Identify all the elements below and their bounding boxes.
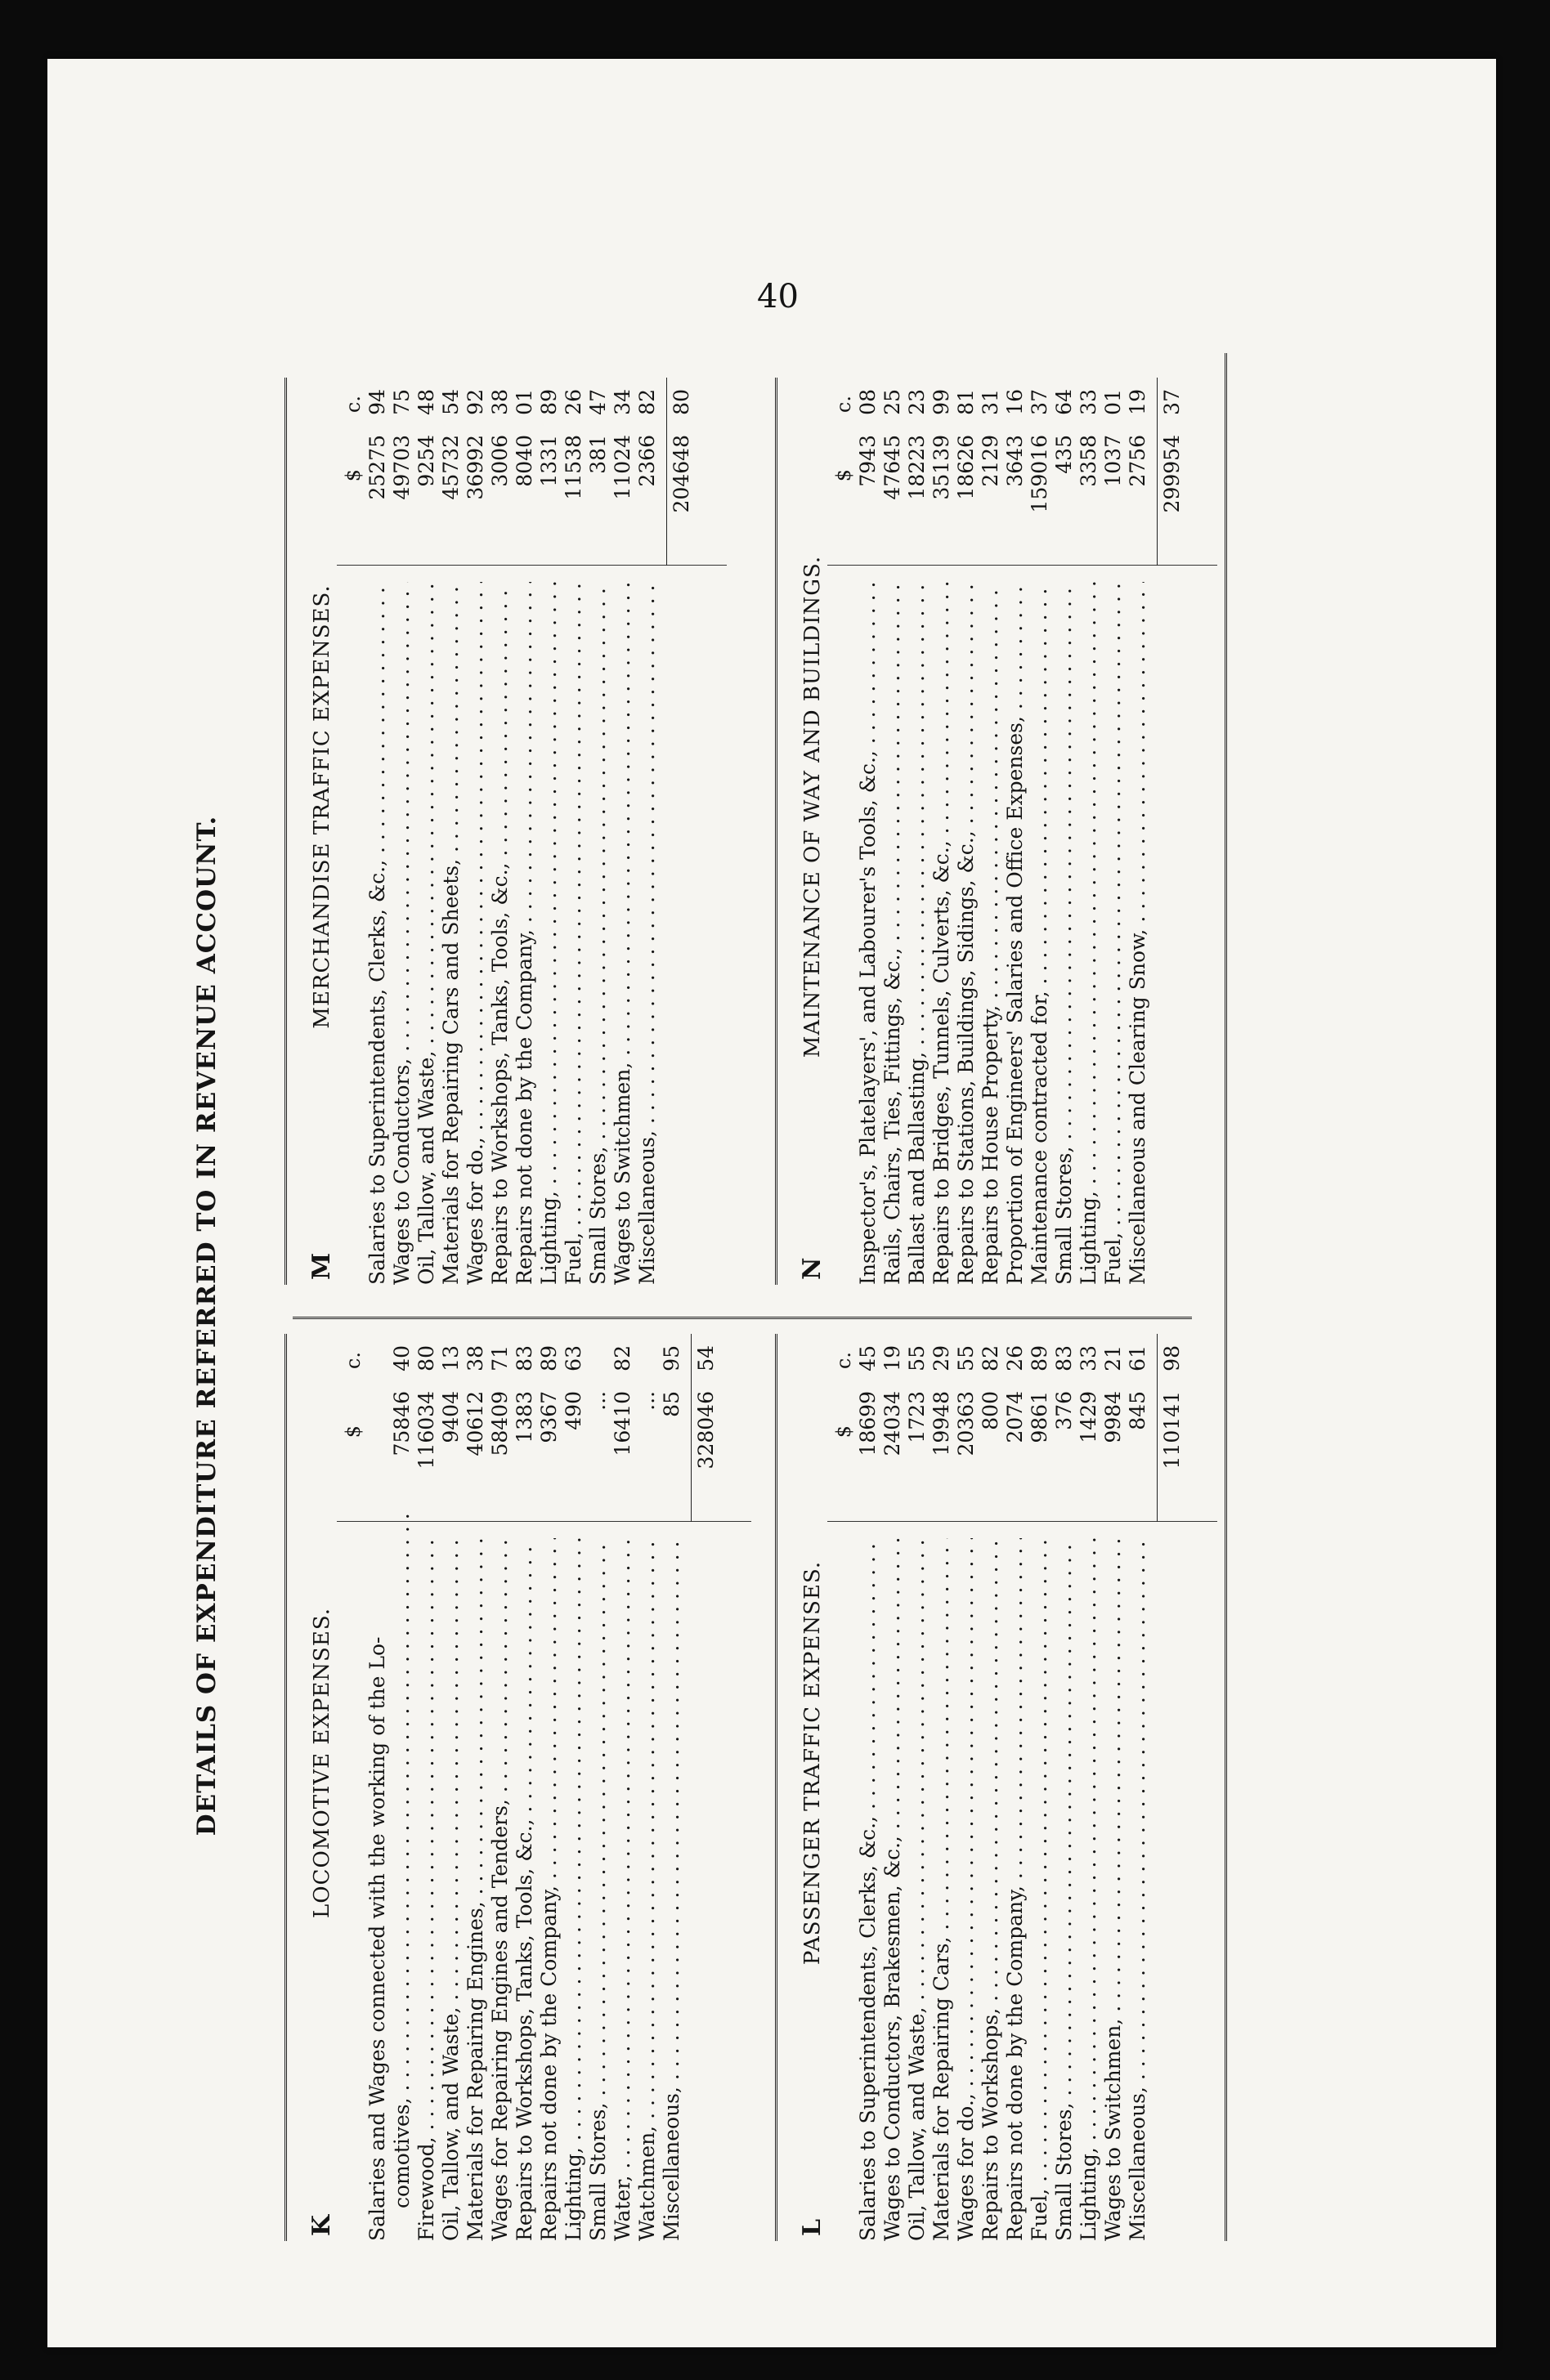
expense-dollars: 1383 bbox=[513, 1391, 536, 1443]
document-title: DETAILS OF EXPENDITURE REFERRED TO IN REVENUE ACCOUNT. bbox=[192, 815, 222, 1836]
expense-list bbox=[365, 378, 660, 1285]
cents-head: c. bbox=[342, 1352, 365, 1370]
expense-cents: 75 bbox=[390, 389, 414, 415]
expense-label: Miscellaneous and Clearing Snow, . . . bbox=[1126, 582, 1150, 1285]
expense-dollars: 7943 bbox=[856, 435, 880, 487]
expense-cents: 55 bbox=[954, 1345, 978, 1371]
expense-cents: 47 bbox=[586, 389, 610, 415]
total-dollars: 110141 bbox=[1160, 1391, 1184, 1470]
cents-head: c. bbox=[832, 1352, 855, 1370]
expense-dollars: 75846 bbox=[390, 1391, 414, 1456]
expense-cents: 82 bbox=[611, 1345, 634, 1371]
expense-row bbox=[488, 1334, 513, 2241]
expense-label: Wages to Switchmen, . . . bbox=[1101, 1538, 1126, 2241]
amount-column-head bbox=[341, 1334, 365, 2241]
expense-label: Miscellaneous, . . . bbox=[635, 582, 660, 1285]
expense-dollars: 19948 bbox=[930, 1391, 953, 1456]
expense-row bbox=[979, 378, 1003, 1285]
expense-label: Lighting, . . . bbox=[562, 1538, 586, 2241]
expense-row bbox=[562, 378, 586, 1285]
expense-label: Wages to Conductors, Brakesmen, &c., . . . bbox=[880, 1538, 905, 2241]
section-maintenance-of-way bbox=[775, 378, 1185, 1285]
expense-dollars: 49703 bbox=[390, 435, 414, 500]
expense-dollars: 1331 bbox=[537, 435, 561, 487]
expense-cents: 48 bbox=[414, 389, 438, 415]
expense-label: Small Stores, . . . bbox=[1052, 582, 1077, 1285]
expense-label: Wages to Conductors, . . . bbox=[390, 582, 414, 1285]
expense-label: Small Stores, . . . bbox=[586, 1538, 611, 2241]
expense-label: Oil, Tallow, and Waste, . . . bbox=[905, 1538, 930, 2241]
expense-dollars: 2129 bbox=[979, 435, 1002, 487]
expense-row bbox=[1101, 378, 1126, 1285]
expense-row bbox=[880, 378, 905, 1285]
expense-dollars: 36992 bbox=[464, 435, 487, 500]
expense-dollars: ... bbox=[586, 1391, 610, 1411]
expense-label: Fuel, . . . bbox=[1028, 1538, 1052, 2241]
expense-cents: 31 bbox=[979, 389, 1002, 415]
expense-cents: 82 bbox=[635, 389, 659, 415]
expense-cents: 40 bbox=[390, 1345, 414, 1371]
expense-label: Salaries to Superintendents, Clerks, &c., . . . bbox=[856, 1538, 880, 2241]
section-total bbox=[691, 1334, 719, 2241]
expense-dollars: 18699 bbox=[856, 1391, 880, 1456]
expense-label: Wages for Repairing Engines and Tenders, . . . bbox=[488, 1538, 513, 2241]
expense-row bbox=[611, 378, 635, 1285]
expense-row bbox=[635, 1334, 660, 2241]
section-header bbox=[775, 378, 831, 1285]
expense-dollars: 45732 bbox=[439, 435, 463, 500]
expense-row bbox=[1052, 1334, 1077, 2241]
expense-row bbox=[1003, 1334, 1028, 2241]
expense-cents: 16 bbox=[1003, 389, 1027, 415]
total-dollars: 299954 bbox=[1160, 435, 1184, 513]
section-title: MAINTENANCE OF WAY AND BUILDINGS. bbox=[800, 555, 825, 1058]
expense-cents: 23 bbox=[905, 389, 929, 415]
expense-label: Water, . . . bbox=[611, 1538, 635, 2241]
expense-label: comotives, . . . bbox=[390, 1505, 414, 2241]
expense-dollars: 20363 bbox=[954, 1391, 978, 1456]
section-title: PASSENGER TRAFFIC EXPENSES. bbox=[800, 1560, 825, 1966]
expense-label: Small Stores, . . . bbox=[586, 582, 611, 1285]
expense-cents: 26 bbox=[562, 389, 585, 415]
expense-label: Repairs to House Property, . . . bbox=[979, 582, 1003, 1285]
expense-dollars: 58409 bbox=[488, 1391, 512, 1456]
amount-column-head bbox=[341, 378, 365, 1285]
section-letter: K bbox=[307, 2214, 336, 2236]
expense-row bbox=[856, 1334, 880, 2241]
expense-cents: 38 bbox=[488, 389, 512, 415]
expense-cents: 25 bbox=[880, 389, 904, 415]
expense-row bbox=[856, 378, 880, 1285]
expense-row bbox=[1028, 1334, 1052, 2241]
expense-dollars: 3643 bbox=[1003, 435, 1027, 487]
cents-head: c. bbox=[342, 396, 365, 414]
total-cents: 80 bbox=[670, 389, 693, 415]
section-locomotive-expenses bbox=[284, 1334, 719, 2241]
expense-row bbox=[905, 1334, 930, 2241]
expense-dollars: 800 bbox=[979, 1391, 1002, 1430]
expense-label: Lighting, . . . bbox=[537, 582, 562, 1285]
expense-row bbox=[390, 378, 414, 1285]
expense-row bbox=[562, 1334, 586, 2241]
expense-dollars: 2074 bbox=[1003, 1391, 1027, 1443]
expense-cents: 92 bbox=[464, 389, 487, 415]
expense-cents: 95 bbox=[660, 1345, 683, 1371]
expense-list bbox=[365, 1334, 684, 2241]
expense-dollars: 18626 bbox=[954, 435, 978, 500]
expense-label: Repairs not done by the Company, . . . bbox=[537, 1538, 562, 2241]
expense-cents: 89 bbox=[1028, 1345, 1051, 1371]
expense-cents: 01 bbox=[513, 389, 536, 415]
expense-label: Watchmen, . . . bbox=[635, 1538, 660, 2241]
expense-row bbox=[414, 378, 439, 1285]
expense-dollars: 9404 bbox=[439, 1391, 463, 1443]
expense-row bbox=[635, 378, 660, 1285]
expense-row bbox=[905, 378, 930, 1285]
cents-head: c. bbox=[832, 396, 855, 414]
expense-cents: 82 bbox=[979, 1345, 1002, 1371]
page-number: 40 bbox=[757, 278, 799, 315]
expense-row bbox=[488, 378, 513, 1285]
section-header bbox=[284, 1334, 341, 2241]
document-page bbox=[47, 59, 1496, 2347]
section-letter: L bbox=[798, 2218, 827, 2236]
expense-cents: 99 bbox=[930, 389, 953, 415]
total-cents: 98 bbox=[1160, 1345, 1184, 1371]
expense-dollars: 2366 bbox=[635, 435, 659, 487]
expense-label: Salaries and Wages connected with the working of the Lo- bbox=[365, 1636, 389, 2241]
expense-dollars: 3358 bbox=[1077, 435, 1100, 487]
expense-dollars: 1429 bbox=[1077, 1391, 1100, 1443]
expense-label: Proportion of Engineers' Salaries and Office Expenses, . . . bbox=[1003, 582, 1028, 1285]
expense-dollars: 1723 bbox=[905, 1391, 929, 1443]
expense-row bbox=[930, 378, 954, 1285]
expense-label: Fuel, . . . bbox=[1101, 582, 1126, 1285]
expense-cents: 08 bbox=[856, 389, 880, 415]
expense-dollars: 40612 bbox=[464, 1391, 487, 1456]
expense-cents: 37 bbox=[1028, 389, 1051, 415]
currency-head: $ bbox=[342, 1425, 365, 1438]
section-total bbox=[666, 378, 694, 1285]
expense-dollars: 9367 bbox=[537, 1391, 561, 1443]
expense-label: Repairs to Bridges, Tunnels, Culverts, &c., . . . bbox=[930, 582, 954, 1285]
expense-label: Small Stores, . . . bbox=[1052, 1538, 1077, 2241]
expense-dollars: 381 bbox=[586, 435, 610, 474]
section-letter: N bbox=[798, 1257, 827, 1280]
expense-label: Repairs to Workshops, . . . bbox=[979, 1538, 1003, 2241]
expense-dollars: 2756 bbox=[1126, 435, 1149, 487]
expense-cents: 54 bbox=[439, 389, 463, 415]
expense-dollars: 490 bbox=[562, 1391, 585, 1430]
section-header bbox=[775, 1334, 831, 2241]
expense-row bbox=[1052, 378, 1077, 1285]
expense-dollars: 18223 bbox=[905, 435, 929, 500]
expense-row bbox=[390, 1334, 414, 2241]
expense-cents: 64 bbox=[1052, 389, 1076, 415]
expense-cents: 19 bbox=[1126, 389, 1149, 415]
expense-label: Materials for Repairing Engines, . . . bbox=[464, 1538, 488, 2241]
expense-row bbox=[880, 1334, 905, 2241]
expense-row bbox=[365, 378, 390, 1285]
expense-label: Miscellaneous, . . . bbox=[1126, 1538, 1150, 2241]
expense-cents: 33 bbox=[1077, 1345, 1100, 1371]
expense-dollars: 376 bbox=[1052, 1391, 1076, 1430]
total-dollars: 204648 bbox=[670, 435, 693, 513]
expense-row bbox=[1077, 1334, 1101, 2241]
expense-cents: 34 bbox=[611, 389, 634, 415]
currency-head: $ bbox=[832, 469, 855, 482]
expense-label: Repairs to Workshops, Tanks, Tools, &c., . . . bbox=[513, 1538, 537, 2241]
expense-cents: 29 bbox=[930, 1345, 953, 1371]
expense-row bbox=[1028, 378, 1052, 1285]
currency-head: $ bbox=[342, 469, 365, 482]
expense-cents: 21 bbox=[1101, 1345, 1125, 1371]
total-cents: 37 bbox=[1160, 389, 1184, 415]
expense-row bbox=[513, 378, 537, 1285]
expense-label: Ballast and Ballasting, . . . bbox=[905, 582, 930, 1285]
expense-label: Firewood, . . . bbox=[414, 1538, 439, 2241]
expense-row bbox=[954, 1334, 979, 2241]
expense-row bbox=[586, 378, 611, 1285]
expense-label: Wages for do., . . . bbox=[464, 582, 488, 1285]
expense-label: Wages for do., . . . bbox=[954, 1538, 979, 2241]
expense-row bbox=[537, 378, 562, 1285]
section-header bbox=[284, 378, 341, 1285]
expense-row bbox=[1126, 1334, 1150, 2241]
expense-dollars: 16410 bbox=[611, 1391, 634, 1456]
section-total bbox=[1157, 378, 1185, 1285]
expense-dollars: 8040 bbox=[513, 435, 536, 487]
expense-cents: 33 bbox=[1077, 389, 1100, 415]
expense-row bbox=[365, 1334, 390, 2241]
expense-row bbox=[464, 1334, 488, 2241]
expense-dollars: 24034 bbox=[880, 1391, 904, 1456]
expense-dollars: 47645 bbox=[880, 435, 904, 500]
section-total bbox=[1157, 1334, 1185, 2241]
section-merchandise-traffic-expenses bbox=[284, 378, 694, 1285]
expense-label: Oil, Tallow, and Waste, . . . bbox=[414, 582, 439, 1285]
expense-label: Materials for Repairing Cars and Sheets, . . . bbox=[439, 582, 464, 1285]
section-letter: M bbox=[307, 1252, 336, 1280]
expense-dollars: 9861 bbox=[1028, 1391, 1051, 1443]
expense-row bbox=[1101, 1334, 1126, 2241]
expense-label: Lighting, . . . bbox=[1077, 1538, 1101, 2241]
column-divider bbox=[293, 1317, 1192, 1319]
bottom-rule bbox=[1225, 353, 1227, 2241]
expense-label: Repairs not done by the Company, . . . bbox=[1003, 1538, 1028, 2241]
expense-cents: 83 bbox=[513, 1345, 536, 1371]
expense-row bbox=[513, 1334, 537, 2241]
expense-dollars: 9254 bbox=[414, 435, 438, 487]
expense-cents: 55 bbox=[905, 1345, 929, 1371]
rotated-table-block bbox=[170, 353, 1249, 2298]
expense-label: Rails, Chairs, Ties, Fittings, &c., . . . bbox=[880, 582, 905, 1285]
expense-row bbox=[439, 1334, 464, 2241]
expense-list bbox=[856, 378, 1150, 1285]
expense-dollars: 3006 bbox=[488, 435, 512, 487]
expense-row bbox=[611, 1334, 635, 2241]
expense-dollars: 1037 bbox=[1101, 435, 1125, 487]
expense-cents: 45 bbox=[856, 1345, 880, 1371]
amount-column-head bbox=[831, 1334, 856, 2241]
expense-cents: 89 bbox=[537, 389, 561, 415]
expense-dollars: 35139 bbox=[930, 435, 953, 500]
currency-head: $ bbox=[832, 1425, 855, 1438]
expense-row bbox=[660, 1334, 684, 2241]
total-cents: 54 bbox=[694, 1345, 718, 1371]
expense-cents: 80 bbox=[414, 1345, 438, 1371]
expense-cents: 19 bbox=[880, 1345, 904, 1371]
section-title: LOCOMOTIVE EXPENSES. bbox=[310, 1608, 334, 1919]
amount-column-head bbox=[831, 378, 856, 1285]
expense-label: Oil, Tallow, and Waste, . . . bbox=[439, 1538, 464, 2241]
expense-dollars: 159016 bbox=[1028, 435, 1051, 513]
expense-cents: 38 bbox=[464, 1345, 487, 1371]
expense-cents: 13 bbox=[439, 1345, 463, 1371]
expense-cents: 61 bbox=[1126, 1345, 1149, 1371]
expense-row bbox=[1126, 378, 1150, 1285]
expense-cents: 71 bbox=[488, 1345, 512, 1371]
expense-row bbox=[979, 1334, 1003, 2241]
expense-label: Fuel, . . . bbox=[562, 582, 586, 1285]
expense-row bbox=[1003, 378, 1028, 1285]
expense-row bbox=[464, 378, 488, 1285]
expense-label: Repairs to Stations, Buildings, Sidings, &c., . . . bbox=[954, 582, 979, 1285]
expense-dollars: 11538 bbox=[562, 435, 585, 500]
expense-label: Salaries to Superintendents, Clerks, &c., . . . bbox=[365, 582, 390, 1285]
expense-label: Materials for Repairing Cars, . . . bbox=[930, 1538, 954, 2241]
expense-cents: 63 bbox=[562, 1345, 585, 1371]
expense-list bbox=[856, 1334, 1150, 2241]
expense-row bbox=[930, 1334, 954, 2241]
expense-label: Miscellaneous, . . . bbox=[660, 1538, 684, 2241]
expense-row bbox=[954, 378, 979, 1285]
expense-label: Lighting, . . . bbox=[1077, 582, 1101, 1285]
expense-cents: 83 bbox=[1052, 1345, 1076, 1371]
expense-cents: 81 bbox=[954, 389, 978, 415]
expense-dollars: 435 bbox=[1052, 435, 1076, 474]
expense-cents: 89 bbox=[537, 1345, 561, 1371]
total-dollars: 328046 bbox=[694, 1391, 718, 1470]
expense-dollars: 11024 bbox=[611, 435, 634, 500]
expense-label: Inspector's, Platelayers', and Labourer's Tools, &c., . . . bbox=[856, 582, 880, 1285]
expense-label: Wages to Switchmen, . . . bbox=[611, 582, 635, 1285]
expense-dollars: 116034 bbox=[414, 1391, 438, 1470]
expense-dollars: 85 bbox=[660, 1391, 683, 1417]
expense-row bbox=[439, 378, 464, 1285]
section-passenger-traffic-expenses bbox=[775, 1334, 1185, 2241]
expense-dollars: ... bbox=[635, 1391, 659, 1411]
expense-dollars: 845 bbox=[1126, 1391, 1149, 1430]
expense-dollars: 25275 bbox=[365, 435, 389, 500]
expense-label: Maintenance contracted for, . . . bbox=[1028, 582, 1052, 1285]
expense-label: Repairs not done by the Company, . . . bbox=[513, 582, 537, 1285]
expense-row bbox=[537, 1334, 562, 2241]
expense-cents: 26 bbox=[1003, 1345, 1027, 1371]
expense-label: Repairs to Workshops, Tanks, Tools, &c., . . . bbox=[488, 582, 513, 1285]
expense-row bbox=[586, 1334, 611, 2241]
expense-cents: 01 bbox=[1101, 389, 1125, 415]
expense-dollars: 9984 bbox=[1101, 1391, 1125, 1443]
expense-row bbox=[1077, 378, 1101, 1285]
section-title: MERCHANDISE TRAFFIC EXPENSES. bbox=[310, 584, 334, 1029]
expense-row bbox=[414, 1334, 439, 2241]
expense-cents: 94 bbox=[365, 389, 389, 415]
